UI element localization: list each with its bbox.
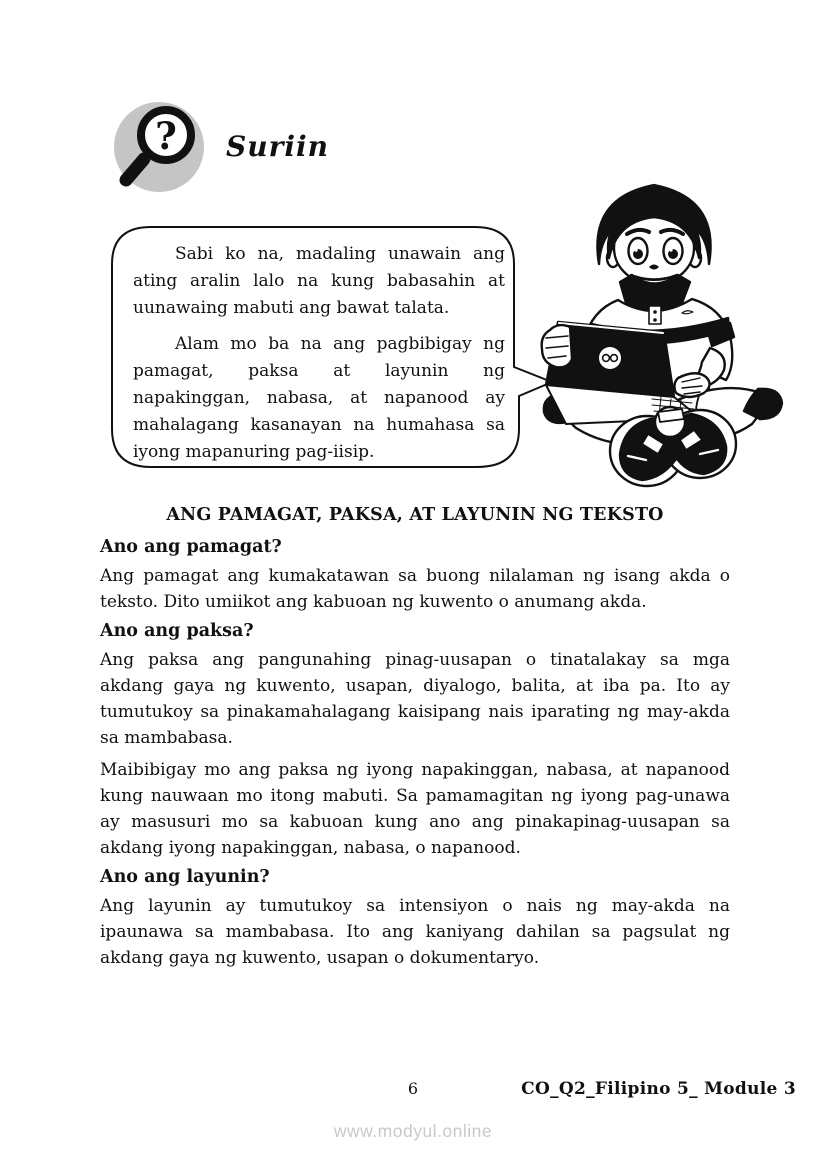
heading-ano-ang-paksa: Ano ang paksa? [100, 621, 254, 641]
heading-ano-ang-layunin: Ano ang layunin? [100, 867, 270, 887]
module-code: CO_Q2_Filipino 5_ Module 3 [521, 1079, 796, 1099]
page-number: 6 [407, 1079, 419, 1098]
heading-ano-ang-pamagat: Ano ang pamagat? [100, 537, 282, 557]
bubble-paragraph: Sabi ko na, madaling unawain ang ating aralin lalo na kung babasahin at uunawaing mabuti ang bawat talata. [133, 244, 505, 318]
suriin-icon-badge [113, 101, 205, 193]
section-title: Suriin [226, 130, 329, 163]
paragraph: Ang layunin ay tumutukoy sa intensiyon o nais ng may-akda na ipaunawa sa mambabasa. Ito ang kaniyang dahilan sa pagsulat ng akdang gaya ng kuwento, usapan o dokumentaryo. [100, 896, 730, 968]
bubble-paragraph: Alam mo ba na ang pagbibigay ng pamagat, paksa at layunin ng napakinggan, nabasa, at napanood ay mahalagang kasanayan na humahasa sa iyong mapanuring pag-iisip. [133, 334, 505, 462]
paragraph: Ang pamagat ang kumakatawan sa buong nilalaman ng isang akda o teksto. Dito umiikot ang kabuoan ng kuwento o anumang akda. [100, 566, 730, 612]
paragraph: Maibibigay mo ang paksa ng iyong napakinggan, nabasa, at napanood kung nauwaan mo itong mabuti. Sa pamamagitan ng iyong pag-unawa ay masusuri mo sa kabuoan kung ano ang pinakapinag-uusapan sa akdang iyong napakinggan, nabasa, o napanood. [100, 760, 730, 858]
lesson-content [100, 505, 730, 977]
paragraph: Ang paksa ang pangunahing pinag-uusapan o tinatalakay sa mga akdang gaya ng kuwento, usapan, diyalogo, balita, at iba pa. Ito ay tumutukoy sa pinakamahalagang kaisipang nais iparating ng may-akda sa mambabasa. [100, 650, 730, 748]
watermark-url: www.modyul.online [333, 1121, 493, 1141]
speech-bubble [133, 241, 505, 475]
boy-with-laptop-illustration [532, 172, 792, 497]
question-mark-glyph: ? [155, 114, 177, 158]
magnifier-question-icon [113, 101, 205, 193]
lesson-title: ANG PAMAGAT, PAKSA, AT LAYUNIN NG TEKSTO [166, 505, 664, 525]
